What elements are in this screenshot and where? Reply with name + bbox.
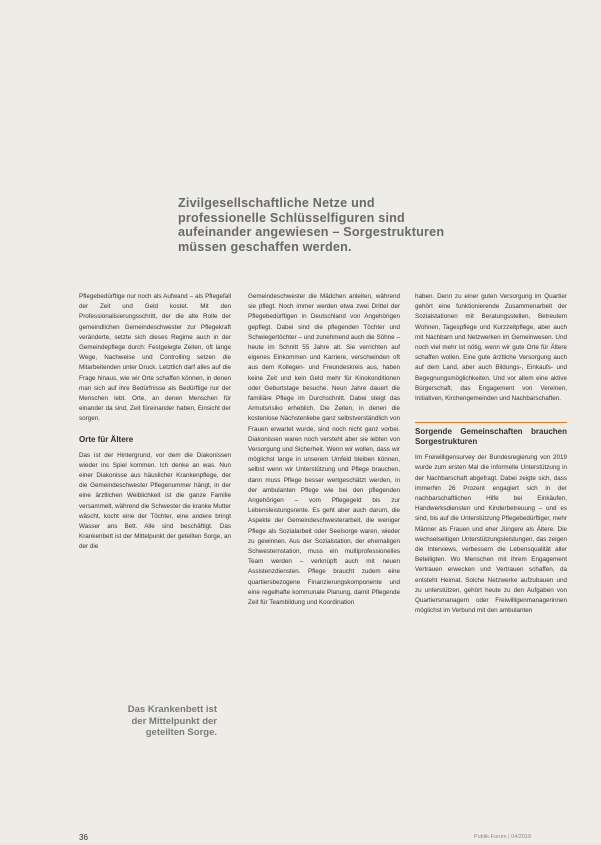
- pull-quote: Zivilgesellschaftliche Netze und professionelle Schlüsselfiguren sind aufeinander angewiesen – Sorgestrukturen müssen geschaffen werden.: [178, 196, 445, 254]
- side-quote: Das Krankenbett ist der Mittelpunkt der geteilten Sorge.: [127, 704, 217, 738]
- text-column-2: [248, 292, 400, 608]
- text-column-3: [415, 292, 567, 616]
- section-heading: Orte für Ältere: [79, 434, 134, 444]
- page-footer: [79, 833, 531, 845]
- paragraph: haben. Denn zu einer guten Versorgung im Quartier gehört eine funktionierende Zusammenarbeit der Sozialstationen mit Beratungsstellen, Betreutem Wohnen, Tagespflege und Kurzzeitpflege, aber auch mit Nachbarn und Netzwerken im Gemeinwesen. Und noch viel mehr ist nötig, wenn wir gute Orte für Ältere schaffen wollen. Eine gute ärztliche Versorgung auch auf dem Land, aber auch Bildungs-, Einkaufs- und Begegnungsmöglichkeiten. Und vor allem eine aktive Bürgerschaft, das Engagement von Vereinen, Initiativen, Kirchengemeinden und Nachbarschaften.: [415, 293, 567, 403]
- magazine-credit: Publik-Forum | 04/2019: [473, 834, 531, 840]
- paragraph: Im Freiwilligensurvey der Bundesregierung von 2019 wurde zum ersten Mal die informelle Unterstützung in der Nachbarschaft abgefragt. Dabei zeigte sich, dass immerhin 26 Prozent engagiert sich in der nachbarschaftlichen Hilfe bei Einkäufen, Handwerksdiensten und Kinderbetreuung – und es sind, bis auf die Unterstützung Pflegebedürftiger, mehr Männer als Frauen und eher Jüngere als Ältere. Die wechselseitigen Unterstützungsleistungen, das zeigen die Interviews, verbessern die Lebensqualität aller Beteiligten. Wo Menschen mit ihrem Engagement Vertrauen erwecken und Vertrauen schaffen, da entsteht Heimat. Solche Netzwerke aufzubauen und zu unterstützen, gehört heute zu den Aufgaben von Quartiersmanagern oder Freiwilligenmanagerinnen möglichst im Verbund mit den ambulanten: [415, 454, 567, 615]
- paragraph: Gemeindeschwester die Mädchen anleiten, während sie pflegt. Noch immer werden etwa zwei Drittel der Pflegebedürftigen in Deutschland von Angehörigen gepflegt. Dabei sind die pflegenden Töchter und Schwiegertöchter – und zunehmend auch die Söhne – heute im Schnitt 55 Jahre alt. Sie verrichten auf eigenes Einkommen und Karriere, verschwinden oft aus dem Kollegen- und Freundeskreis aus, haben keine Zeit und kein Geld mehr für Kinokonditionen oder Geburtstage besuche. Neun Jahre dauert die familiäre Pflege im Durchschnitt. Dabei steigt das Armutsrisiko erheblich. Die Zeiten, in denen die kostenlose Nächstenliebe ganz selbstverständlich von Frauen erwartet wurde, sind noch nicht ganz vorbei. Diakonissen waren noch versteht aber sie lebten von Versorgung und Sicherheit. Wenn wir wollen, dass wir möglichst lange in unserem Umfeld bleiben können, selbst wenn wir Unterstützung und Pflege brauchen, dann muss Pflege besser wertgeschätzt werden, in der ambulanten Pflege wie bei den pflegenden Angehörigen – vom Pflegegeld bis zur Lebensleistungsrente. Es geht aber auch darum, die Aspekte der Gemeindeschwesterarbeit, die weniger Pflege als Sozialarbeit oder Seelsorge waren, wieder zu gewinnen. Aus der Sozialstation, der ehemaligen Schwesternstation, muss ein multiprofessionelles Team werden – verknüpft auch mit neuen Assistenzdiensten. Pflege braucht zudem eine quartiersbezogene Finanzierungskomponente und eine regelhafte kommunale Planung, damit Pflegende Zeit für Teambildung und Koordination: [248, 293, 400, 607]
- page-number: 36: [79, 833, 88, 842]
- paragraph: Das ist der Hintergrund, vor dem die Diakonissen wieder ins Spiel kommen. Ich denke an was. Nun einer Diakonisse aus häuslicher Krankenpflege, der die Gemeindeschwester Pflegenummer hängt, in der eine ärztlichen Weiblichkeit ist die ganze Familie versammelt, während die Schwester die kranke Mutter wäscht, kocht eine der Töchter, eine andere bringt Wasser ans Bett. Alle sind beschäftigt. Das Krankenbett ist der Mittelpunkt der geteilten Sorge, an der die: [79, 451, 231, 551]
- text-column-1: [79, 292, 231, 553]
- paragraph: Pflegebedürftige nur noch als Aufwand – als Pflegefall der Zeit und Geld kostet. Mit den Professionalisierungsschritt, der die alte Rolle der gemeindlichen Gemeindeschwester zur Pflegekraft veränderte, setzte sich dieses Regime auch in der Gemeindepflege durch: Festgelegte Zeiten, oft lange Wege, Nachweise und Controlling setzen die Mitarbeitenden unter Druck. Letztlich darf alles auf die Frage hinaus, wie wir Orte schaffen können, in denen man sich auf ihre Bedürfnisse als Bedürftige nur der Menschen lebt. Orte, an denen Menschen für einander da sind, Zeit füreinander haben, Einsicht der sorgen.: [79, 293, 231, 423]
- section-heading: Sorgende Gemeinschaften brauchen Sorgestrukturen: [415, 422, 567, 447]
